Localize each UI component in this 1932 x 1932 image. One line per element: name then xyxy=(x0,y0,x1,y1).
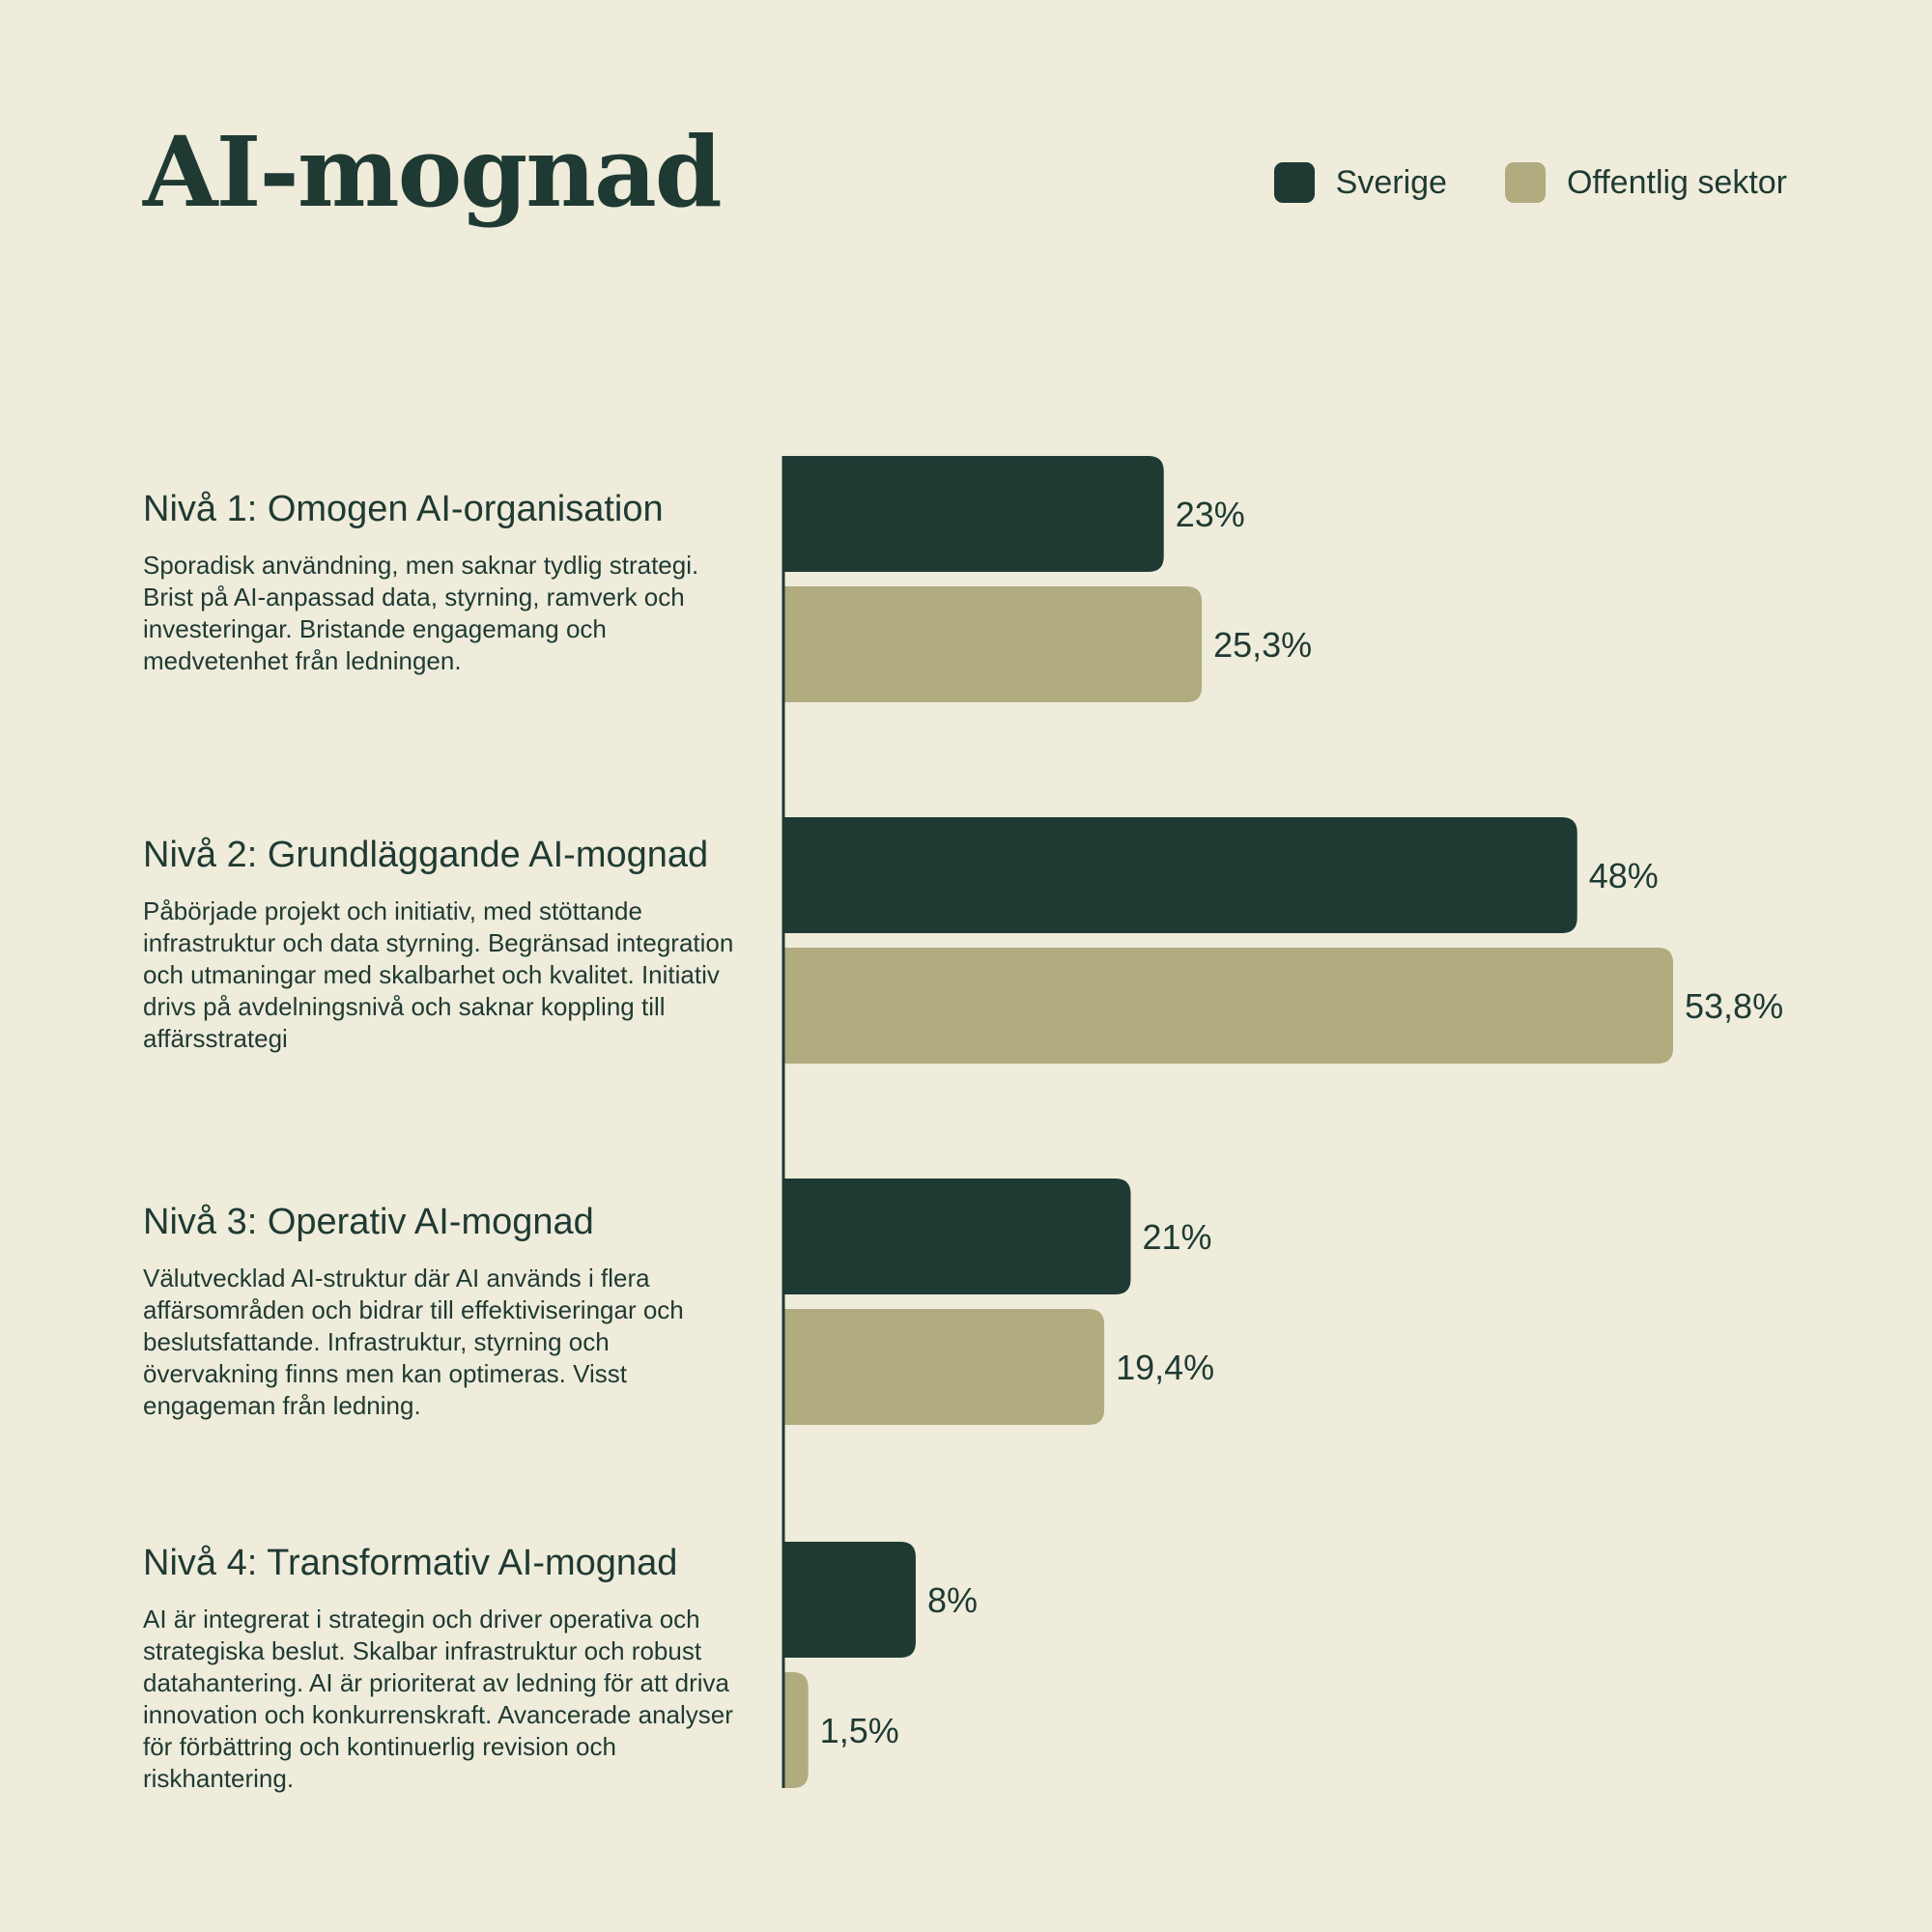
level-2-title: Nivå 2: Grundläggande AI-mognad xyxy=(143,835,709,875)
level-3-title: Nivå 3: Operativ AI-mognad xyxy=(143,1202,594,1242)
value-label-level-1-sverige: 23% xyxy=(1175,495,1245,534)
bar-level-1-sverige xyxy=(783,456,1164,572)
level-2-description: Påbörjade projekt och initiativ, med stöttande infrastruktur och data styrning. Begränsad integration och utmaningar med skalbarhet och kvalitet. Initiativ drivs på avdelningsnivå och saknar koppling till affärsstrategi xyxy=(143,895,734,1053)
value-label-level-3-sverige: 21% xyxy=(1142,1217,1212,1257)
value-label-level-3-offentlig-sektor: 19,4% xyxy=(1116,1348,1215,1387)
level-4-title: Nivå 4: Transformativ AI-mognad xyxy=(143,1543,678,1583)
page-title: AI-mognad xyxy=(143,115,721,229)
bar-level-4-offentlig-sektor xyxy=(783,1672,809,1788)
legend-label-offentlig-sektor: Offentlig sektor xyxy=(1566,163,1787,201)
value-label-level-4-sverige: 8% xyxy=(926,1580,978,1620)
bar-level-3-offentlig-sektor xyxy=(783,1309,1104,1425)
bar-level-3-sverige xyxy=(783,1179,1130,1294)
level-3-description: Välutvecklad AI-struktur där AI används i flera affärsområden och bidrar till effektiviseringar och beslutsfattande. Infrastruktur, styrning och övervakning finns men kan optimeras. Visst engageman från ledning. xyxy=(143,1263,684,1420)
value-label-level-1-offentlig-sektor: 25,3% xyxy=(1213,625,1313,665)
level-1-title: Nivå 1: Omogen AI-organisation xyxy=(143,489,664,529)
bar-level-4-sverige xyxy=(783,1542,916,1658)
legend-label-sverige: Sverige xyxy=(1335,163,1447,201)
bar-level-1-offentlig-sektor xyxy=(783,586,1202,702)
value-label-level-2-offentlig-sektor: 53,8% xyxy=(1685,986,1784,1026)
bar-level-2-offentlig-sektor xyxy=(783,948,1673,1064)
bar-level-2-sverige xyxy=(783,817,1577,933)
level-1-description: Sporadisk användning, men saknar tydlig strategi. Brist på AI-anpassad data, styrning, ramverk och investeringar. Bristande engagemang och medvetenhet från ledningen. xyxy=(143,550,699,675)
level-4-description: AI är integrerat i strategin och driver operativa och strategiska beslut. Skalbar infrastruktur och robust datahantering. AI är prioriterat av ledning för att driva innovation och konkurrenskraft. Avancerade analyser för förbättring och kontinuerlig revision och riskhantering. xyxy=(143,1604,733,1793)
value-label-level-2-sverige: 48% xyxy=(1588,856,1659,895)
value-label-level-4-offentlig-sektor: 1,5% xyxy=(819,1711,899,1750)
